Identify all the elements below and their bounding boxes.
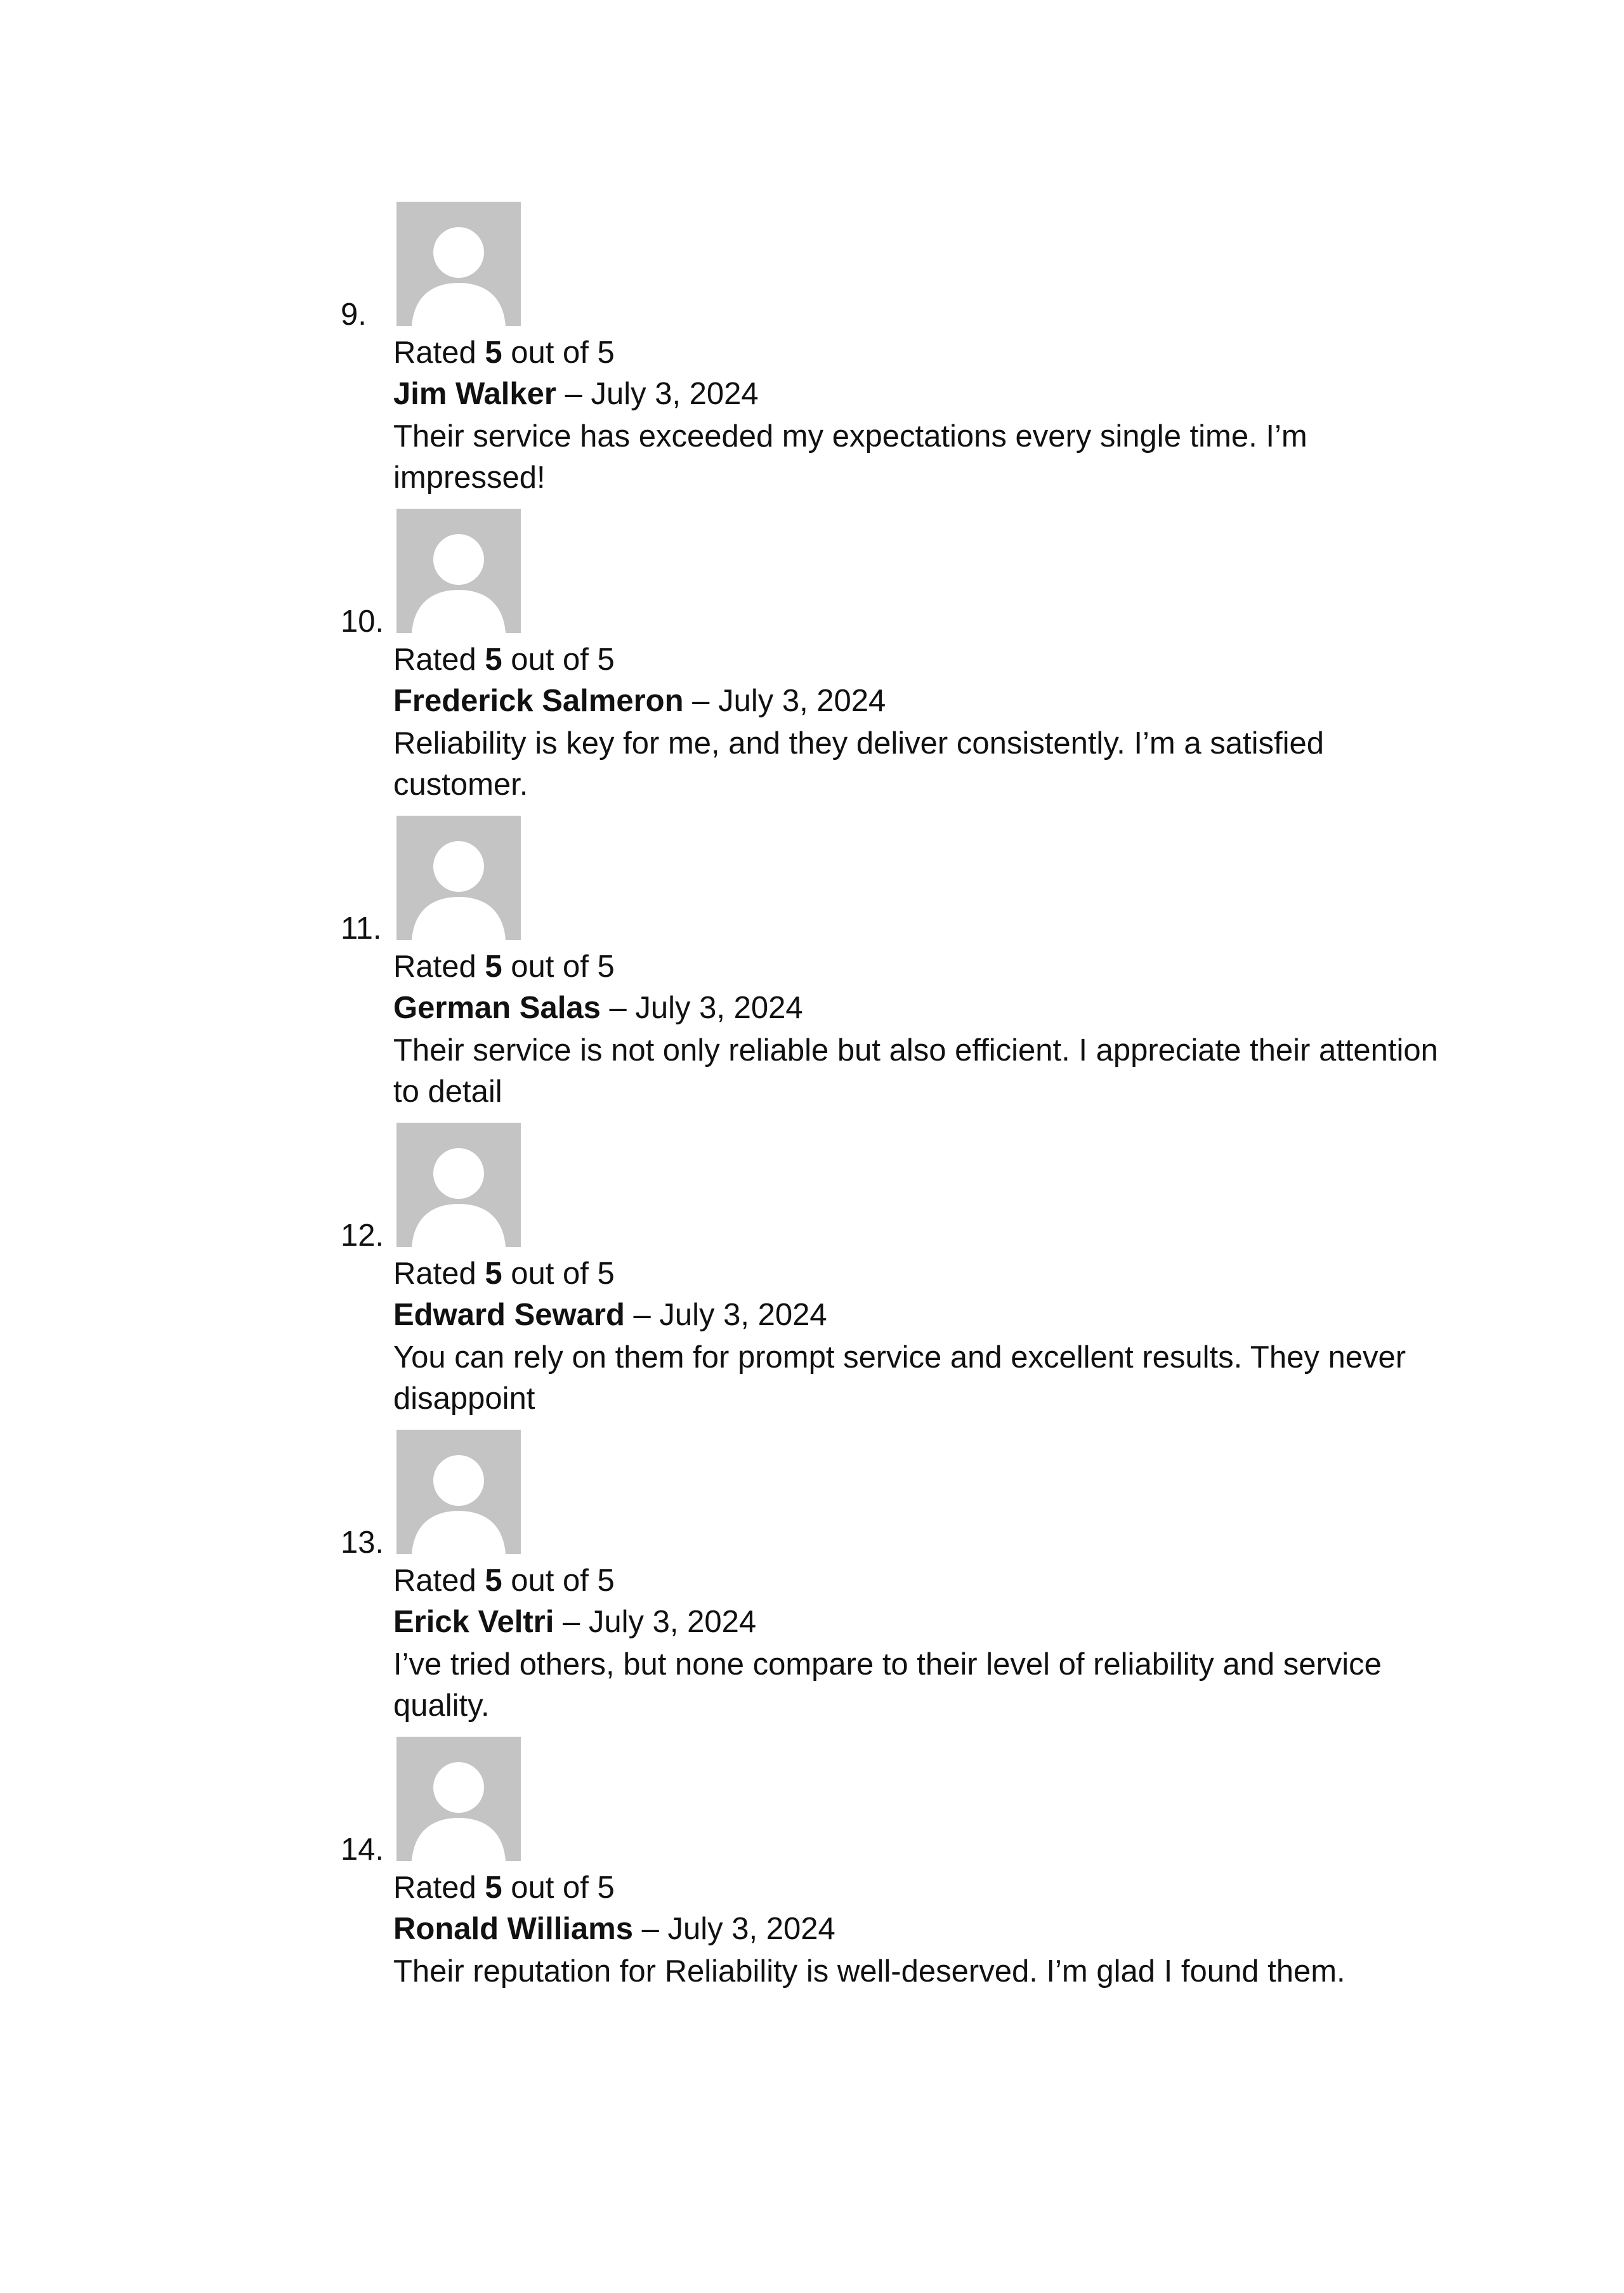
review-text: Reliability is key for me, and they deliver consistently. I’m a satisfied customer. xyxy=(393,726,1324,802)
meta-separator: – xyxy=(692,684,710,718)
review-text: You can rely on them for prompt service and excellent results. They never disappoint xyxy=(393,1340,1406,1416)
rating-value: 5 xyxy=(485,643,502,677)
rating-value: 5 xyxy=(485,336,502,370)
review-item xyxy=(341,1430,1457,1734)
rating-value: 5 xyxy=(485,1564,502,1598)
review-date: July 3, 2024 xyxy=(667,1912,835,1946)
review-meta xyxy=(393,1603,756,1641)
meta-separator: – xyxy=(641,1912,659,1946)
review-date: July 3, 2024 xyxy=(659,1298,827,1332)
avatar-icon xyxy=(396,202,521,326)
review-author: Frederick Salmeron xyxy=(393,684,684,718)
review-number: 14. xyxy=(341,1832,384,1867)
rating-value: 5 xyxy=(485,1257,502,1291)
meta-separator: – xyxy=(609,991,627,1025)
review-rating xyxy=(393,641,615,679)
avatar-icon xyxy=(396,1430,521,1554)
review-text: Their service is not only reliable but also efficient. I appreciate their attention to detail xyxy=(393,1033,1438,1109)
rating-suffix: out of 5 xyxy=(511,1871,615,1905)
rating-prefix: Rated xyxy=(393,950,476,984)
review-item xyxy=(341,202,1457,506)
review-text: Their service has exceeded my expectations every single time. I’m impressed! xyxy=(393,419,1307,495)
rating-prefix: Rated xyxy=(393,1257,476,1291)
review-date: July 3, 2024 xyxy=(591,377,759,411)
avatar-icon xyxy=(396,1737,521,1861)
review-author: Jim Walker xyxy=(393,377,556,411)
review-author: German Salas xyxy=(393,991,601,1025)
review-author: Ronald Williams xyxy=(393,1912,634,1946)
review-rating xyxy=(393,1255,615,1293)
review-number: 11. xyxy=(341,911,382,946)
avatar-icon xyxy=(396,816,521,940)
rating-value: 5 xyxy=(485,1871,502,1905)
review-rating xyxy=(393,1562,615,1600)
avatar-icon xyxy=(396,509,521,633)
review-number: 10. xyxy=(341,604,384,639)
rating-suffix: out of 5 xyxy=(511,1257,615,1291)
review-text: I’ve tried others, but none compare to their level of reliability and service quality. xyxy=(393,1647,1382,1723)
review-number: 13. xyxy=(341,1525,384,1560)
review-author: Erick Veltri xyxy=(393,1605,554,1639)
review-meta xyxy=(393,1910,835,1948)
review-item xyxy=(341,816,1457,1120)
review-text: Their reputation for Reliability is well-deserved. I’m glad I found them. xyxy=(393,1954,1346,1989)
review-meta xyxy=(393,989,803,1027)
rating-suffix: out of 5 xyxy=(511,643,615,677)
review-date: July 3, 2024 xyxy=(718,684,886,718)
rating-suffix: out of 5 xyxy=(511,336,615,370)
meta-separator: – xyxy=(565,377,582,411)
rating-value: 5 xyxy=(485,950,502,984)
avatar-icon xyxy=(396,1123,521,1247)
meta-separator: – xyxy=(633,1298,651,1332)
review-meta xyxy=(393,1296,827,1334)
meta-separator: – xyxy=(562,1605,580,1639)
review-meta xyxy=(393,682,886,720)
rating-prefix: Rated xyxy=(393,643,476,677)
review-date: July 3, 2024 xyxy=(588,1605,757,1639)
review-rating xyxy=(393,334,615,372)
review-item xyxy=(341,509,1457,813)
review-rating xyxy=(393,948,615,986)
review-date: July 3, 2024 xyxy=(635,991,803,1025)
review-author: Edward Seward xyxy=(393,1298,625,1332)
review-number: 12. xyxy=(341,1218,384,1253)
rating-prefix: Rated xyxy=(393,336,476,370)
rating-prefix: Rated xyxy=(393,1564,476,1598)
review-item xyxy=(341,1737,1457,2041)
rating-suffix: out of 5 xyxy=(511,950,615,984)
review-meta xyxy=(393,375,759,413)
review-item xyxy=(341,1123,1457,1427)
rating-suffix: out of 5 xyxy=(511,1564,615,1598)
review-rating xyxy=(393,1869,615,1907)
rating-prefix: Rated xyxy=(393,1871,476,1905)
review-number: 9. xyxy=(341,297,367,332)
